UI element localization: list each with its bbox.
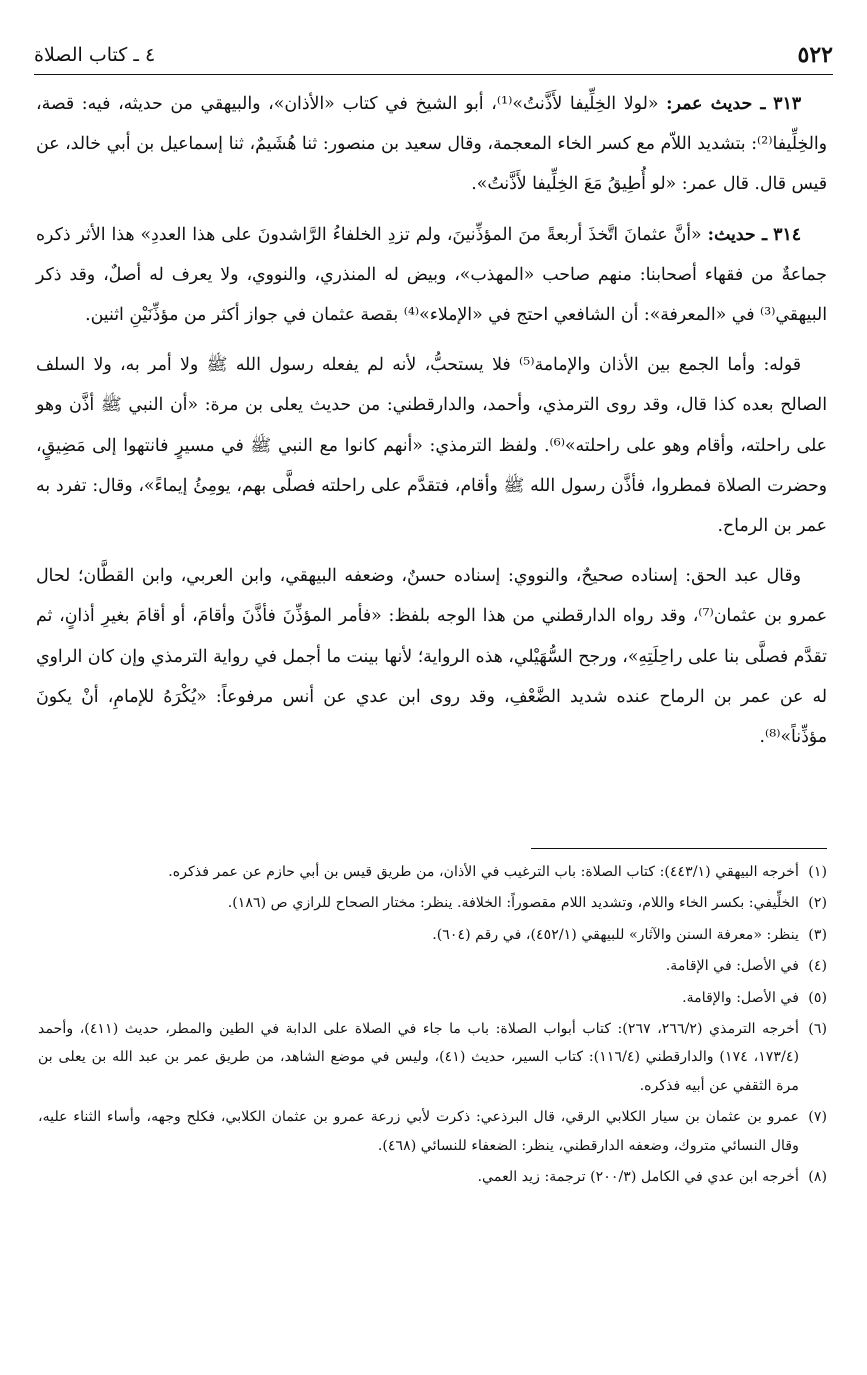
footnote-number: (٧): [808, 1109, 827, 1126]
footnote-text: في الأصل: في الإقامة.: [665, 958, 799, 975]
footnote-text: عمرو بن عثمان بن سيار الكلابي الرقي، قال البرذعي: ذكرت لأبي زرعة عمرو بن عثمان الكلابي، فكلح وجهه، وأساء الثناء عليه، وقال النسائي متروك، وضعفه الدارقطني، ينظر: الضعفاء للنسائي (٤٦٨).: [38, 1109, 799, 1154]
footnote-text: في الأصل: والإقامة.: [682, 989, 799, 1006]
header-rule: [34, 74, 833, 75]
footnote-2: [38, 889, 827, 917]
footnote-number: (٨): [808, 1169, 827, 1186]
footnotes: [38, 858, 827, 1194]
footnote-6: [38, 1015, 827, 1100]
entry-label: ـ حديث عمر:: [666, 94, 766, 114]
entry-text: «أنَّ عثمانَ اتَّخذَ أربعةً منَ المؤذِّنينَ، ولم تزدِ الخلفاءُ الرَّاشدونَ على هذا العددِ» هذا الأثر ذكره جماعةٌ من فقهاء أصحابنا: منهم صاحب «المهذب»، وبيض له المنذري، والنووي، ولا يعرف له أصلٌ، وقد ذكر البيهقي⁽³⁾ في «المعرفة»: أن الشافعي احتج في «الإملاء»⁽⁴⁾ بقصة عثمان في جواز أكثر من مؤذِّنَيْنِ اثنين.: [36, 224, 827, 326]
footnote-7: [38, 1103, 827, 1160]
footnote-number: (٣): [808, 926, 827, 943]
commentary-paragraph: وقال عبد الحق: إسناده صحيحٌ، والنووي: إسناده حسنٌ، وضعفه البيهقي، وابن العربي، وابن القطَّان؛ لحال عمرو بن عثمان⁽⁷⁾، وقد رواه الدارقطني من هذا الوجه بلفظ: «فأمر المؤذِّنَ فأذَّنَ وأقامَ، أو أقامَ بغيرِ أذانٍ، ثم تقدَّم فصلَّى بنا على راحِلَتِهِ»، ورجح السُّهَيْلي، هذه الرواية؛ لأنها بينت ما أجمل في رواية الترمذي وإن كان الراوي له عن عمر بن الرماح عنده شديد الضَّعْفِ، وقد روى ابن عدي عن أنس مرفوعاً: «يُكْرَهُ للإمامِ، أنْ يكونَ مؤذِّناً»⁽⁸⁾.: [36, 566, 828, 748]
entry-number: ٣١٣: [773, 94, 802, 114]
entry-313: [36, 84, 827, 205]
entry-text: «لولا الخِلِّيفا لأَذَّنتُ»⁽¹⁾، أبو الشيخ في كتاب «الأذان»، والبيهقي من حديثه، فيه: قصة، والخِلِّيفا⁽²⁾: بتشديد اللاّم مع كسر الخاء المعجمة، وقال سعيد بن منصور: ثنا هُشَيمٌ، ثنا إسماعيل بن أبي خالد، عن قيس قال. قال عمر: «لو أُطِيقُ مَعَ الخِلِّيفا لأَذَّنتُ».: [36, 94, 827, 195]
page-header: [34, 38, 833, 72]
footnote-4: [38, 952, 827, 980]
footnote-text: أخرجه ابن عدي في الكامل (٢٠٠/٣) ترجمة: زيد العمي.: [477, 1169, 799, 1186]
footnote-number: (٢): [808, 895, 827, 912]
footnote-number: (٤): [808, 958, 827, 975]
main-text: [36, 84, 827, 767]
footnote-number: (١): [808, 864, 827, 880]
running-title: ٤ ـ كتاب الصلاة: [34, 44, 156, 66]
footnote-text: الخلِّيفي: بكسر الخاء واللام، وتشديد اللام مقصوراً: الخلافة. ينظر: مختار الصحاح للرازي ص (١٨٦).: [227, 895, 799, 912]
footnote-number: (٦): [808, 1021, 827, 1038]
footnote-1: [38, 858, 827, 886]
footnote-3: [38, 921, 827, 949]
entry-314: [36, 215, 827, 336]
commentary-paragraph: قوله: وأما الجمع بين الأذان والإمامة⁽⁵⁾ فلا يستحبُّ، لأنه لم يفعله رسول الله ﷺ ولا أمر به، ولا السلف الصالح بعده كذا قال، وقد روى الترمذي، وأحمد، والدارقطني: من حديث يعلى بن مرة: «أن النبي ﷺ أذَّن وهو على راحلته، وأقام وهو على راحلته»⁽⁶⁾. ولفظ الترمذي: «أنهم كانوا مع النبي ﷺ في مسيرٍ فانتهوا إلى مَضِيقٍ، وحضرت الصلاة فمطروا، فأذَّن رسول الله ﷺ وأقام، فتقدَّم على راحلته فصلَّى بهم، يومِئُ إيماءً»، وقال: تفرد به عمر بن الرماح.: [36, 355, 827, 537]
footnote-text: ينظر: «معرفة السنن والآثار» للبيهقي (٤٥٢/١)، في رقم (٦٠٤).: [432, 926, 799, 943]
footnote-text: أخرجه الترمذي (٢٦٦/٢، ٢٦٧): كتاب أبواب الصلاة: باب ما جاء في الصلاة على الدابة في الطين والمطر، حديث (٤١١)، وأحمد (١٧٣/٤، ١٧٤) والدارقطني (١١٦/٤): كتاب السير، حديث (٤١)، وليس في موضع الشاهد، من طريق عمر بن عبد الله بن يعلى بن مرة الثقفي عن أبيه فذكره.: [38, 1021, 799, 1094]
footnote-rule: [531, 848, 827, 849]
footnote-text: أخرجه البيهقي (٤٤٣/١): كتاب الصلاة: باب الترغيب في الأذان، من طريق قيس بن أبي حازم عن عمر فذكره.: [168, 864, 799, 880]
entry-number: ٣١٤: [773, 224, 801, 245]
page-number: ٥٢٢: [797, 42, 833, 68]
entry-label: ـ حديث:: [707, 224, 768, 245]
footnote-8: [38, 1163, 827, 1191]
footnote-number: (٥): [808, 989, 827, 1006]
footnote-5: [38, 984, 827, 1012]
